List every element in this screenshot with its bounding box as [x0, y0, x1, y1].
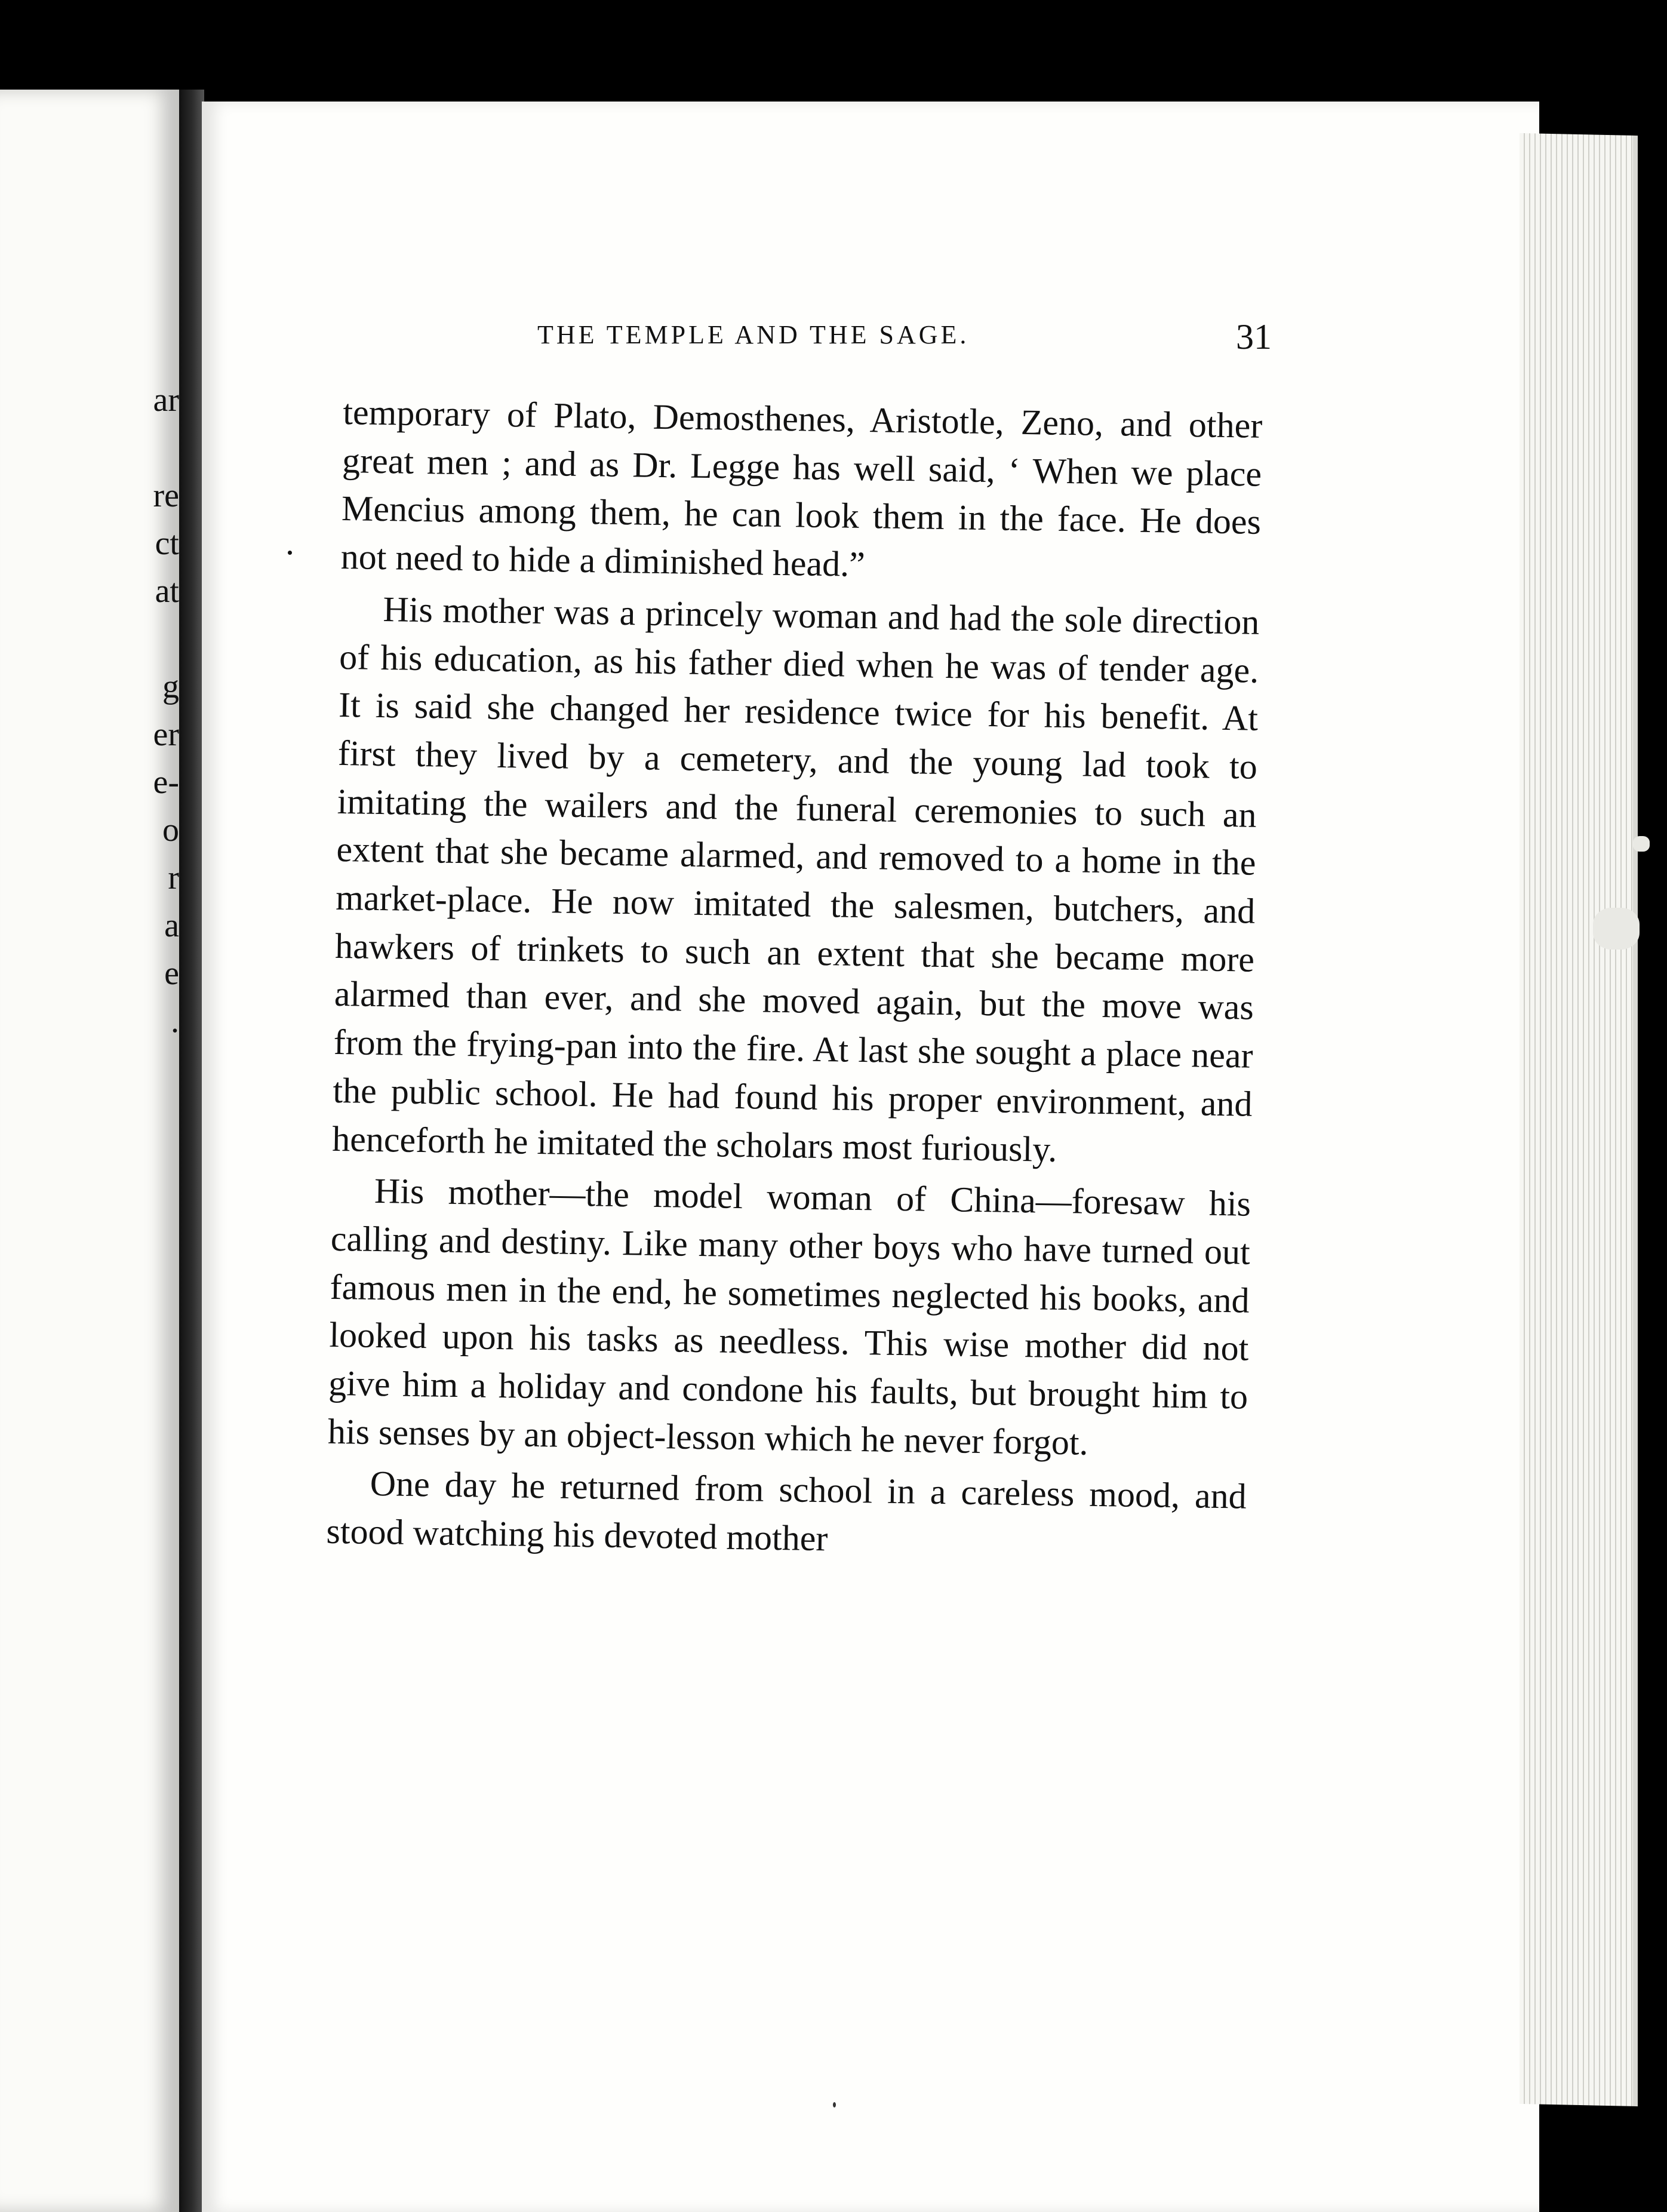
fragment-line: r — [168, 859, 179, 896]
fragment-line: g — [162, 668, 179, 705]
facing-page-text-fragments — [125, 376, 179, 1045]
paragraph: His mother was a princely woman and had the sole direction of his education, as his father died when he was of tender age. It is said she changed her residence twice for his benefit. At first they lived by a cemetery, and the young lad took to imitating the wailers and the funeral ceremonies to such an extent that she became alarmed, and removed to a home in the market-place. He now imitated the salesmen, butchers, and hawkers of trinkets to such an extent that she became more alarmed than ever, and she moved again, but the move was from the frying-pan into the fire. At last she sought a place near the public school. He had found his proper environment, and henceforth he imitated the scholars most furiously. — [331, 589, 1260, 1169]
body-text — [326, 388, 1263, 1573]
fragment-line: . — [171, 1003, 179, 1040]
fragment-line: at — [155, 573, 179, 610]
paragraph: His mother—the model woman of China—foresaw his calling and destiny. Like many other boys who have turned out famous men in the end, he sometimes neglected his books, and looked upon his tasks as needless. This wise mother did not give him a holiday and condone his faults, but brought him to his senses by an object-lesson which he never forgot. — [327, 1171, 1251, 1463]
book-gutter — [179, 90, 204, 2212]
fragment-line: o — [162, 812, 179, 849]
paragraph: temporary of Plato, Demosthenes, Aristotle, Zeno, and other great men ; and as Dr. Legge has well said, ‘ When we place Mencius among them, he can look them in the face. He does not need to hide a diminished head.” — [340, 392, 1263, 585]
fragment-line — [125, 424, 179, 472]
running-head: THE TEMPLE AND THE SAGE. — [537, 320, 970, 349]
facing-page-left — [0, 90, 183, 2212]
page-number: 31 — [1236, 317, 1272, 357]
paragraph: One day he returned from school in a careless mood, and stood watching his devoted mother — [326, 1464, 1247, 1559]
fragment-line: e- — [153, 764, 179, 801]
fragment-line: ct — [155, 525, 179, 562]
ink-dot — [288, 551, 292, 555]
fragment-line: er — [153, 716, 179, 753]
page-edges — [1520, 133, 1638, 2106]
fragment-line: a — [164, 907, 179, 944]
fragment-line: re — [153, 477, 179, 514]
fragment-line: ar — [153, 382, 179, 419]
fragment-line — [125, 615, 179, 663]
paper-speck — [1593, 908, 1640, 950]
ink-dot — [833, 2102, 836, 2107]
fragment-line: e — [164, 955, 179, 992]
paper-speck — [1633, 836, 1650, 852]
